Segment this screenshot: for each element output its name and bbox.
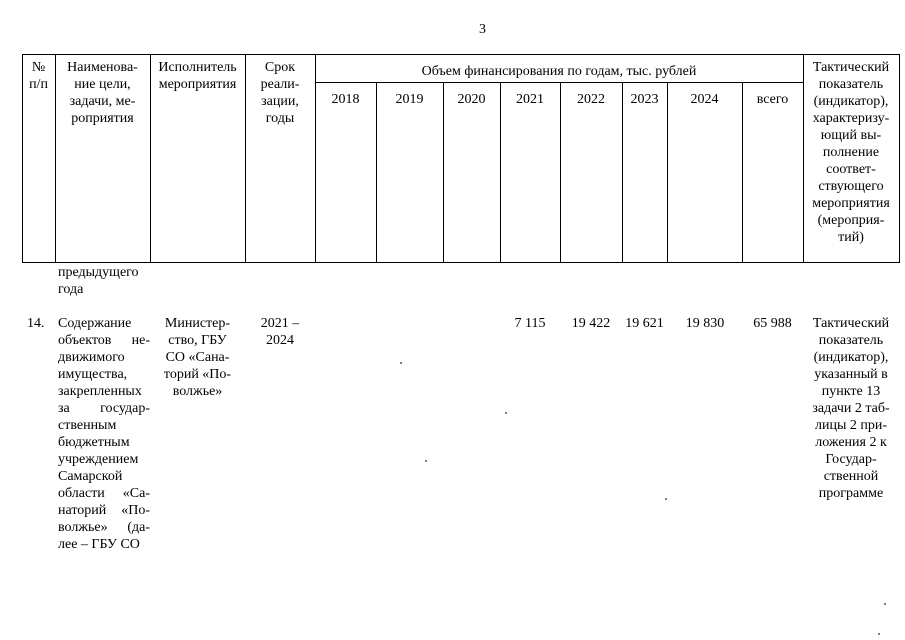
page-number: 3 (479, 22, 486, 37)
col-divider-2023 (667, 82, 668, 263)
header-num: № п/п (29, 60, 48, 92)
scan-speck (884, 603, 886, 605)
row14-value-total: 65 988 (753, 316, 792, 331)
row14-executor: Министер- ство, ГБУ СО «Сана- торий «По- волжье» (163, 316, 232, 399)
header-indicator: Тактический показатель (индикатор), характеризу- ющий вы- полнение соответ- ствующего мероприятия (мероприя- тий) (812, 60, 890, 245)
header-year-2024: 2024 (690, 92, 719, 107)
header-year-2019: 2019 (395, 92, 424, 107)
scan-speck (425, 460, 427, 462)
funding-subheader-border (315, 82, 803, 83)
header-total: всего (756, 92, 789, 107)
continued-name-text: предыдущего года (58, 265, 139, 297)
header-bottom-border (22, 262, 900, 263)
row14-value-2021: 7 115 (514, 316, 546, 331)
table-top-border (22, 54, 900, 55)
header-year-2021: 2021 (516, 92, 544, 107)
header-year-2023: 2023 (630, 92, 659, 107)
col-divider-2018 (376, 82, 377, 263)
scan-speck (878, 633, 880, 635)
scan-speck (505, 412, 507, 414)
scan-speck (665, 498, 667, 500)
col-divider-2019 (443, 82, 444, 263)
row14-term: 2021 – 2024 (260, 316, 300, 348)
header-executor: Исполнитель мероприятия (158, 60, 237, 92)
col-divider-2024 (742, 82, 743, 263)
row14-indicator: Тактический показатель (индикатор), указанный в пункте 13 задачи 2 таб- лицы 2 при- ложения 2 к Государ- ственной программе (812, 316, 890, 501)
scan-speck (400, 362, 402, 364)
header-year-2020: 2020 (457, 92, 486, 107)
col-divider-2021 (560, 82, 561, 263)
row14-value-2023: 19 621 (625, 316, 664, 331)
row14-value-2024: 19 830 (685, 316, 725, 331)
header-year-2022: 2022 (577, 92, 605, 107)
header-year-2018: 2018 (331, 92, 360, 107)
header-funding-title: Объем финансирования по годам, тыс. рублей (421, 64, 697, 79)
row14-num: 14. (27, 316, 45, 331)
col-divider-term (315, 54, 316, 263)
row14-value-2022: 19 422 (571, 316, 611, 331)
header-term: Срок реали- зации, годы (260, 60, 300, 126)
row14-name: Содержание объектов не- движимого имущества, закрепленных за государ- ственным бюджетным учреждением Самарской области «Са- наторий «По- волжье» (да- лее – ГБУ СО (58, 316, 150, 552)
header-name: Наименова- ние цели, задачи, ме- роприятия (67, 60, 138, 126)
col-divider-2020 (500, 82, 501, 263)
table-right-border (899, 54, 900, 263)
col-divider-2022 (622, 82, 623, 263)
